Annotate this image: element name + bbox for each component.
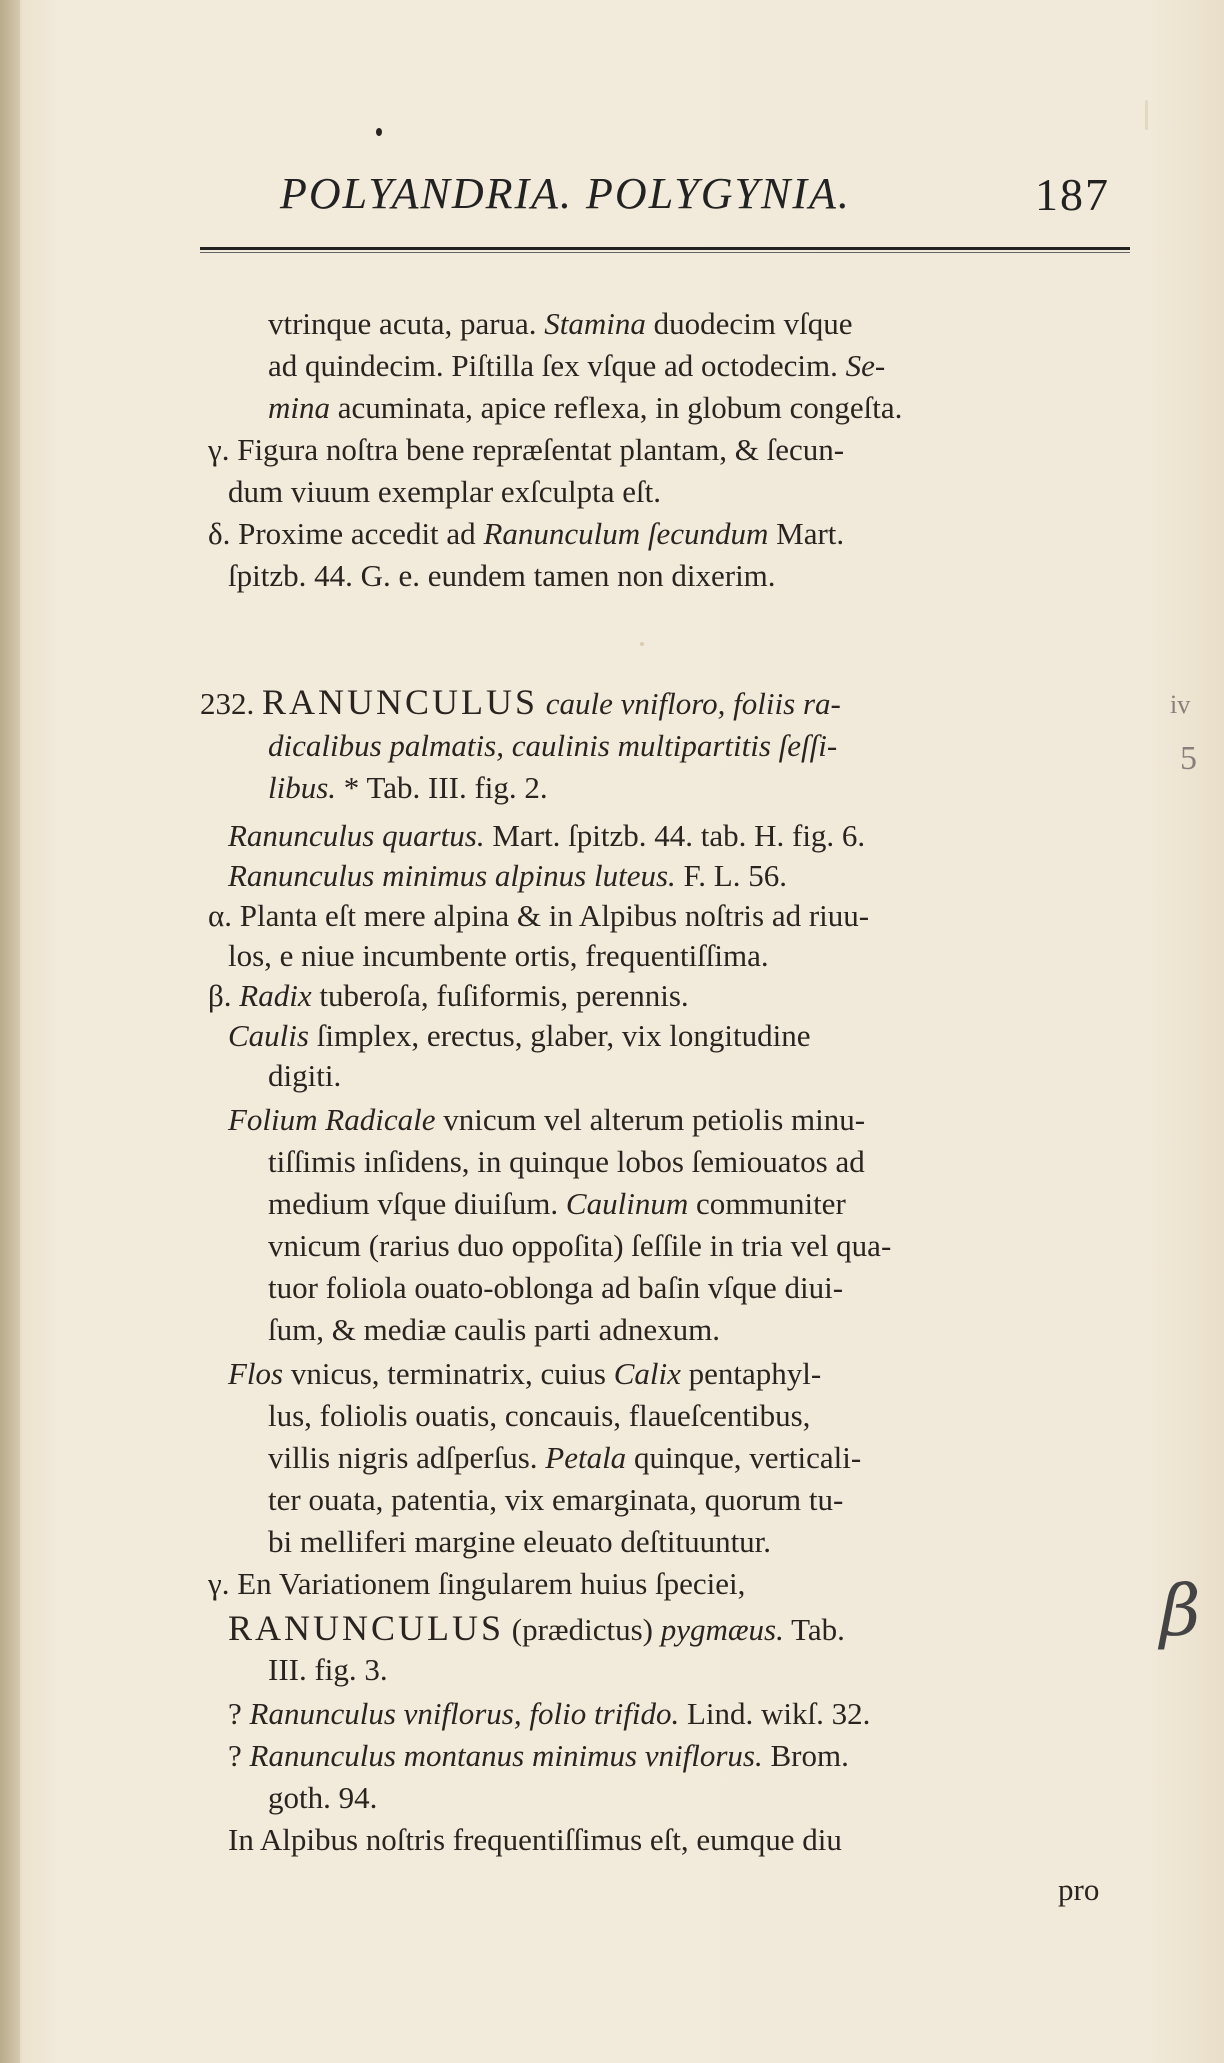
species-heading	[200, 684, 841, 722]
variety-heading: RANUNCULUS (prædictus) pygmæus. Tab.	[228, 1608, 845, 1648]
text-line: In Alpibus noſtris frequentiſſimus eſt, eumque diu	[228, 1822, 842, 1857]
text-line: digiti.	[268, 1058, 342, 1093]
running-header	[280, 168, 1130, 219]
text-line: tiſſimis inſidens, in quinque lobos ſemiouatos ad	[268, 1144, 865, 1179]
diagnosis-line-2: dicalibus palmatis, caulinis multipartitis ſeſſi-	[268, 728, 838, 763]
text-line: vnicum (rarius duo oppoſita) ſeſſile in tria vel qua-	[268, 1228, 892, 1263]
text-line: Folium Radicale vnicum vel alterum petiolis minu-	[228, 1102, 866, 1137]
running-title: POLYANDRIA. POLYGYNIA.	[280, 169, 851, 218]
text-line: los, e niue incumbente ortis, frequentiſſima.	[228, 938, 769, 973]
margin-note: β	[1160, 1570, 1201, 1652]
synonym-line: Ranunculus quartus. Mart. ſpitzb. 44. tab. H. fig. 6.	[228, 818, 866, 853]
catchword: pro	[1058, 1872, 1100, 1907]
diagnosis-line-3: libus. * Tab. III. fig. 2.	[268, 770, 548, 805]
paper-fleck	[640, 642, 644, 646]
text-line: tuor foliola ouato-oblonga ad baſin vſque diui-	[268, 1270, 844, 1305]
text-line: Flos vnicus, terminatrix, cuius Calix pentaphyl-	[228, 1356, 822, 1391]
text-line: α. Planta eſt mere alpina & in Alpibus noſtris ad riuu-	[208, 898, 870, 933]
genus-name: RANUNCULUS	[262, 682, 539, 722]
text-line: mina acuminata, apice reflexa, in globum congeſta.	[268, 390, 903, 425]
text-line: β. Radix tuberoſa, fuſiformis, perennis.	[208, 978, 689, 1013]
variety-figure: III. fig. 3.	[268, 1652, 388, 1687]
text-line: δ. Proxime accedit ad Ranunculum ſecundum Mart.	[208, 516, 845, 551]
text-line: bi melliferi margine eleuato deſtituuntur.	[268, 1524, 772, 1559]
text-line: ſum, & mediæ caulis parti adnexum.	[268, 1312, 720, 1347]
text-line: Caulis ſimplex, erectus, glaber, vix longitudine	[228, 1018, 811, 1053]
diagnosis-line-1: caule vnifloro, foliis ra-	[545, 686, 841, 721]
text-line: lus, foliolis ouatis, concauis, flaueſcentibus,	[268, 1398, 811, 1433]
paper-fleck	[1145, 100, 1148, 130]
margin-note: iv	[1170, 690, 1191, 719]
text-line: vtrinque acuta, parua. Stamina duodecim vſque	[268, 306, 853, 341]
ink-dot	[376, 128, 382, 136]
header-rule	[200, 247, 1130, 250]
text-line: ſpitzb. 44. G. e. eundem tamen non dixerim.	[228, 558, 776, 593]
text-line: dum viuum exemplar exſculpta eſt.	[228, 474, 662, 509]
entry-number: 232.	[200, 686, 255, 721]
synonym-line: ? Ranunculus montanus minimus vniflorus. Brom.	[228, 1738, 849, 1773]
header-rule-thin	[200, 252, 1130, 253]
text-line: medium vſque diuiſum. Caulinum communiter	[268, 1186, 846, 1221]
margin-note: 5	[1180, 740, 1197, 777]
synonym-line: goth. 94.	[268, 1780, 378, 1815]
text-line: ad quindecim. Piſtilla ſex vſque ad octodecim. Se-	[268, 348, 886, 383]
text-line: ter ouata, patentia, vix emarginata, quorum tu-	[268, 1482, 844, 1517]
page-spine-shadow	[0, 0, 20, 2063]
text-line: γ. En Variationem ſingularem huius ſpeciei,	[208, 1566, 746, 1601]
synonym-line: ? Ranunculus vniflorus, folio trifido. Lind. wikſ. 32.	[228, 1696, 871, 1731]
page-number: 187	[1035, 169, 1110, 220]
text-line: villis nigris adſperſus. Petala quinque, verticali-	[268, 1440, 862, 1475]
text-line: γ. Figura noſtra bene repræſentat plantam, & ſecun-	[208, 432, 845, 467]
synonym-line: Ranunculus minimus alpinus luteus. F. L. 56.	[228, 858, 787, 893]
